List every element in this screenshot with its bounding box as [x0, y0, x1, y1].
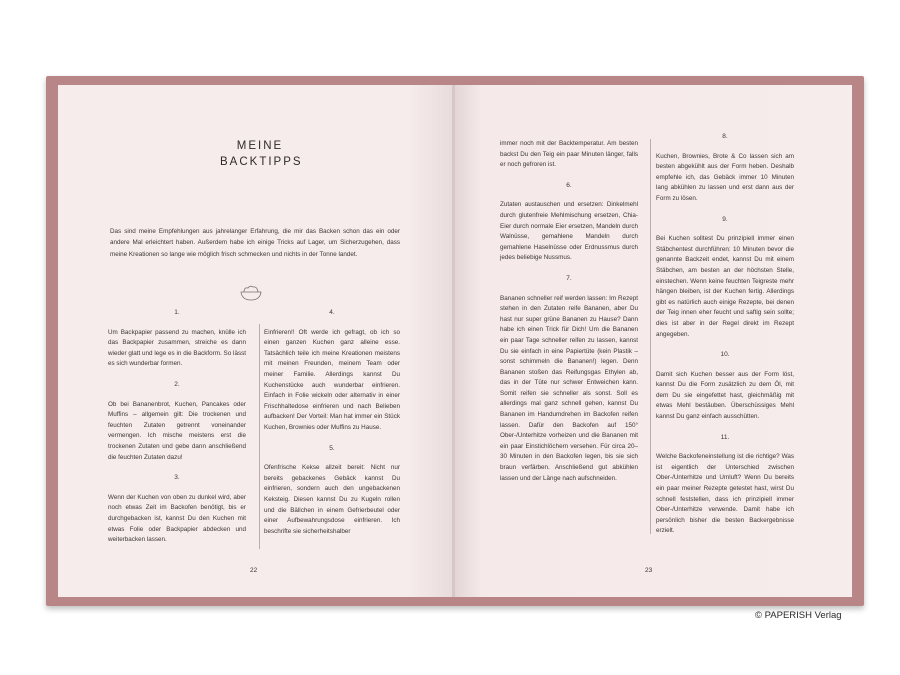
tip-text: Welche Backofeneinstellung ist die richtige? Was ist eigentlich der Unterschied zwischen Ober-/Unterhitze und Umluft? Wenn Du bereits ein paar meiner Rezepte getestet hast, wirst Du schnell feststellen, dass ich prinzipiell immer Ober-/Unterhitze verwende. Damit habe ich persönlich bisher die besten Backergebnisse erzielt. — [656, 453, 794, 535]
tip-number: 2. — [174, 380, 180, 388]
tip-text: Damit sich Kuchen besser aus der Form löst, kannst Du die Form zusätzlich zu dem Öl, mit dem Du sie eingefettet hast, gleichmäßig mit etwas Mehl bestäuben. Überschüssiges Mehl kannst Du ganz einfach ausschütten. — [656, 370, 794, 421]
tip-text: Kuchen, Brownies, Brote & Co lassen sich am besten abgekühlt aus der Form heben. Deshalb empfehle ich, das Gebäck immer 10 Minuten lang abkühlen zu lassen und erst dann aus der Form zu lösen. — [656, 152, 794, 202]
page-number-right: 23 — [645, 567, 653, 574]
tip-number: 4. — [329, 309, 335, 316]
column-divider-left — [259, 324, 260, 549]
title-text: MEINE BACKTIPPS — [220, 140, 303, 168]
tip-number: 8. — [722, 133, 728, 140]
tip-number: 3. — [174, 474, 180, 482]
tip-number: 1. — [174, 309, 180, 316]
tip-text: Ofenfrische Kekse allzeit bereit: Nicht nur bereits gebackenes Gebäck kannst Du einfrieren, sondern auch den ungebackenen Keksteig. Diesen kannst Du zu Kugeln rollen und die Bällchen in einem Gefrierbeutel oder einer Aufbewahrungsdose einfrieren. Ich beschrifte sie sicherheitshalber — [264, 464, 400, 535]
page-number-left: 22 — [250, 567, 258, 574]
right-column-1 — [500, 139, 638, 494]
tip-number: 5. — [329, 444, 335, 452]
left-column-1 — [108, 308, 246, 556]
tip-text: Bananen schneller reif werden lassen: Im Rezept stehen in den Zutaten reife Bananen, aber Du hast nur super grüne Bananen zu Hause? Dann habe ich einen Trick für Dich! Um die Bananen ein paar Tage schneller reifen zu lassen, kannst Du sie einfach in eine Papiertüte (kein Plastik – sonst schimmeln die Bananen!) legen. Denn Bananen stoßen das Reifungsgas Ethylen ab, das in der Tüte nur schwer Entweichen kann. Somit reifen sie schneller als sonst. Soll es allerdings mal ganz schnell gehen, kannst Du Bananen im Handumdrehen im Backofen reifen lassen. Dafür den Backofen auf 150° Ober-/Unterhitze vorheizen und die Bananen mit ein paar Einstichlöchern versehen. Für circa 20–30 Minuten in den Backofen legen, bis sie sich braun verfärben. Anschließend gut abkühlen lassen und der Länge nach aufschneiden. — [500, 294, 638, 482]
tip-number: 7. — [566, 274, 572, 282]
tip-number: 9. — [722, 215, 728, 223]
column-divider-right — [650, 139, 651, 534]
right-column-2 — [656, 132, 794, 547]
tip-number: 10. — [720, 351, 730, 359]
bowl-icon — [239, 284, 263, 302]
tip-number: 11. — [720, 433, 730, 441]
tip-text: Zutaten austauschen und ersetzen: Dinkelmehl durch glutenfreie Mehlmischung ersetzen, Chia-Eier durch normale Eier ersetzen, Mandeln durch Walnüsse, gemahlene Mandeln durch gemahlene Haselnüsse oder Erdnussmus durch jedes beliebige Nussmus. — [500, 201, 638, 262]
tip-text: Bei Kuchen solltest Du prinzipiell immer einen Stäbchentest durchführen: 10 Minuten bevor die genannte Backzeit endet, kannst Du mit einem Stäbchen, am besten an der höchsten Stelle, einstechen. Wenn keine feuchten Teigreste mehr hängen bleiben, ist der Kuchen fertig. Allerdings gibt es natürlich auch einige Rezepte, bei denen der Teig innen eher feucht und saftig sein sollte; dies ist aber in der Regel direkt im Rezept angegeben. — [656, 235, 794, 338]
tip-text: Um Backpapier passend zu machen, knülle ich das Backpapier zusammen, streiche es dann wieder glatt und lege es in die Backform. So lässt es sich wunderbar formen. — [108, 328, 246, 368]
page-title — [110, 138, 410, 170]
tip-number: 6. — [566, 181, 572, 189]
left-column-2 — [264, 308, 400, 547]
tip-text: immer noch mit der Backtemperatur. Am besten backst Du den Teig ein paar Minuten länger, falls er noch gefroren ist. — [500, 140, 638, 169]
intro-paragraph: Das sind meine Empfehlungen aus jahrelanger Erfahrung, die mir das Backen schon das ein oder andere Mal erleichtert haben. Außerdem habe ich einige Tricks auf Lager, um Sicherzugehen, dass meine Kreationen so lange wie möglich frisch schmecken und nichts in der Tonne landet. — [110, 228, 400, 258]
tip-text: Wenn der Kuchen von oben zu dunkel wird, aber noch etwas Zeit im Backofen benötigt, bis er durchgebacken ist, kannst Du den Kuchen mit etwas Folie oder Backpapier abdecken und weiterbacken lassen. — [108, 493, 246, 544]
tip-text: Einfrieren!! Oft werde ich gefragt, ob ich so einen ganzen Kuchen ganz alleine esse. Tatsächlich teile ich meine Kreationen meistens mit meinen Freunden, meinem Team oder meiner Familie. Allerdings kannst Du Kuchenstücke auch wunderbar einfrieren. Einfach in Folie wickeln oder alternativ in einer Frischhaltedose einfrieren und nach Belieben aufbacken! Der Vorteil: Man hat immer ein Stück Kuchen, Brownies oder Muffins zu Hause. — [264, 328, 400, 431]
copyright-notice: © PAPERISH Verlag — [755, 610, 842, 621]
tip-text: Ob bei Bananenbrot, Kuchen, Pancakes oder Muffins – allgemein gilt: Die trockenen und feuchten Zutaten getrennt voneinander vermengen. Ich mische meistens erst die trockenen Zutaten und gebe dann anschließend die feuchten Zutaten dazu! — [108, 400, 246, 461]
book-spine — [452, 85, 455, 597]
